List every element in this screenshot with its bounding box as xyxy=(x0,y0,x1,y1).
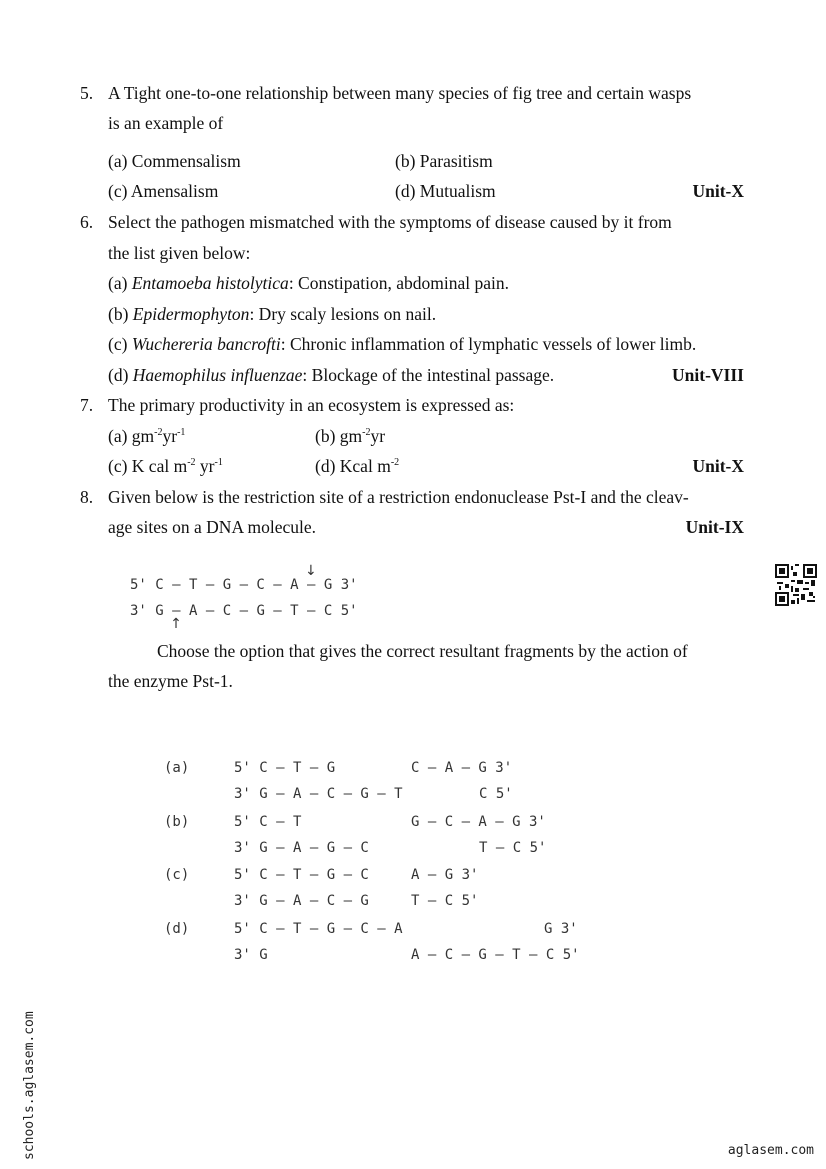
q8-option-b-label: (b) xyxy=(164,814,190,830)
q5-stem-line2: is an example of xyxy=(108,113,224,133)
q7-number: 7. xyxy=(80,395,94,415)
q8-option-c-right-bottom: T – C 5' xyxy=(411,893,479,909)
side-watermark: schools.aglasem.com xyxy=(22,1011,37,1160)
q8-option-d-right-top: G 3' xyxy=(544,921,578,937)
q5-option-d: (d) Mutualism xyxy=(395,181,496,201)
q8-option-d-left-bottom: 3' G xyxy=(234,947,268,963)
q6-d-species: Haemophilus influenzae xyxy=(132,365,303,385)
q8-option-a-right-bottom: C 5' xyxy=(479,786,513,802)
q7-stem: The primary productivity in an ecosystem is expressed as: xyxy=(108,395,515,415)
q5-stem-line1: A Tight one-to-one relationship between many species of fig tree and certain wasps xyxy=(108,83,692,103)
q7-option-c: (c) K cal $m^{-2}$ $yr^{-1}$ xyxy=(108,456,223,476)
q8-option-c-label: (c) xyxy=(164,867,190,883)
q6-b-species: Epidermophyton xyxy=(132,304,250,324)
q7-option-a: (a) $gm^{-2}yr^{-1}$ xyxy=(108,426,186,446)
q6-number: 6. xyxy=(80,212,94,232)
q6-option-b: (b) Epidermophyton: Dry scaly lesions on nail. xyxy=(108,304,437,324)
q5-option-a: (a) Commensalism xyxy=(108,151,241,171)
q8-number: 8. xyxy=(80,487,94,507)
q5-option-c: (c) Amensalism xyxy=(108,181,219,201)
q8-option-b-right-bottom: T – C 5' xyxy=(479,840,547,856)
q6-stem-line1: Select the pathogen mismatched with the symptoms of disease caused by it from xyxy=(108,212,672,232)
q8-option-a-left-top: 5' C – T – G xyxy=(234,760,336,776)
q8-option-d-right-bottom: A – C – G – T – C 5' xyxy=(411,947,580,963)
q8-option-c-right-top: A – G 3' xyxy=(411,867,479,883)
qr-code-icon xyxy=(775,564,817,606)
q5-number: 5. xyxy=(80,83,94,103)
q7-option-d: (d) Kcal $m^{-2}$ xyxy=(315,456,400,476)
q6-option-c: (c) Wuchereria bancrofti: Chronic inflammation of lymphatic vessels of lower limb. xyxy=(108,334,697,354)
q8-choose-line1: Choose the option that gives the correct resultant fragments by the action of xyxy=(157,641,688,661)
q8-stem-line1: Given below is the restriction site of a restriction endonuclease Pst-I and the cleav- xyxy=(108,487,689,507)
q8-choose-line2: the enzyme Pst-1. xyxy=(108,671,233,691)
restriction-site-bottom-strand: 3' G – ↑ A – C – G – T – C 5' xyxy=(130,603,358,632)
restriction-site-top-strand: 5' C – T – G – C – A – ↓ G 3' xyxy=(130,563,358,593)
q8-option-a-left-bottom: 3' G – A – C – G – T xyxy=(234,786,403,802)
q6-c-species: Wuchereria bancrofti xyxy=(131,334,281,354)
q7-unit: Unit-X xyxy=(692,456,744,476)
q6-unit: Unit-VIII xyxy=(672,365,744,385)
q6-a-species: Entamoeba histolytica xyxy=(131,273,289,293)
q8-option-d-left-top: 5' C – T – G – C – A xyxy=(234,921,403,937)
q5-unit: Unit-X xyxy=(692,181,744,201)
q8-option-a-label: (a) xyxy=(164,760,190,776)
q6-option-d: (d) Haemophilus influenzae: Blockage of the intestinal passage. xyxy=(108,365,555,385)
q8-option-c-left-bottom: 3' G – A – C – G xyxy=(234,893,369,909)
q6-stem-line2: the list given below: xyxy=(108,243,251,263)
q8-stem-line2: age sites on a DNA molecule. xyxy=(108,517,317,537)
q8-option-b-right-top: G – C – A – G 3' xyxy=(411,814,546,830)
q8-option-d-label: (d) xyxy=(164,921,190,937)
cut-down-arrow-icon: ↓ xyxy=(305,563,317,579)
q6-option-a: (a) Entamoeba histolytica: Constipation, abdominal pain. xyxy=(108,273,509,293)
q7-option-b: (b) $gm^{-2}yr$ xyxy=(315,426,386,446)
q8-option-b-left-bottom: 3' G – A – G – C xyxy=(234,840,369,856)
q8-option-a-right-top: C – A – G 3' xyxy=(411,760,513,776)
q5-option-b: (b) Parasitism xyxy=(395,151,493,171)
cut-up-arrow-icon: ↑ xyxy=(170,616,182,632)
q8-option-b-left-top: 5' C – T xyxy=(234,814,302,830)
footer-site: aglasem.com xyxy=(727,1143,814,1158)
q8-option-c-left-top: 5' C – T – G – C xyxy=(234,867,369,883)
q8-unit: Unit-IX xyxy=(685,517,744,537)
